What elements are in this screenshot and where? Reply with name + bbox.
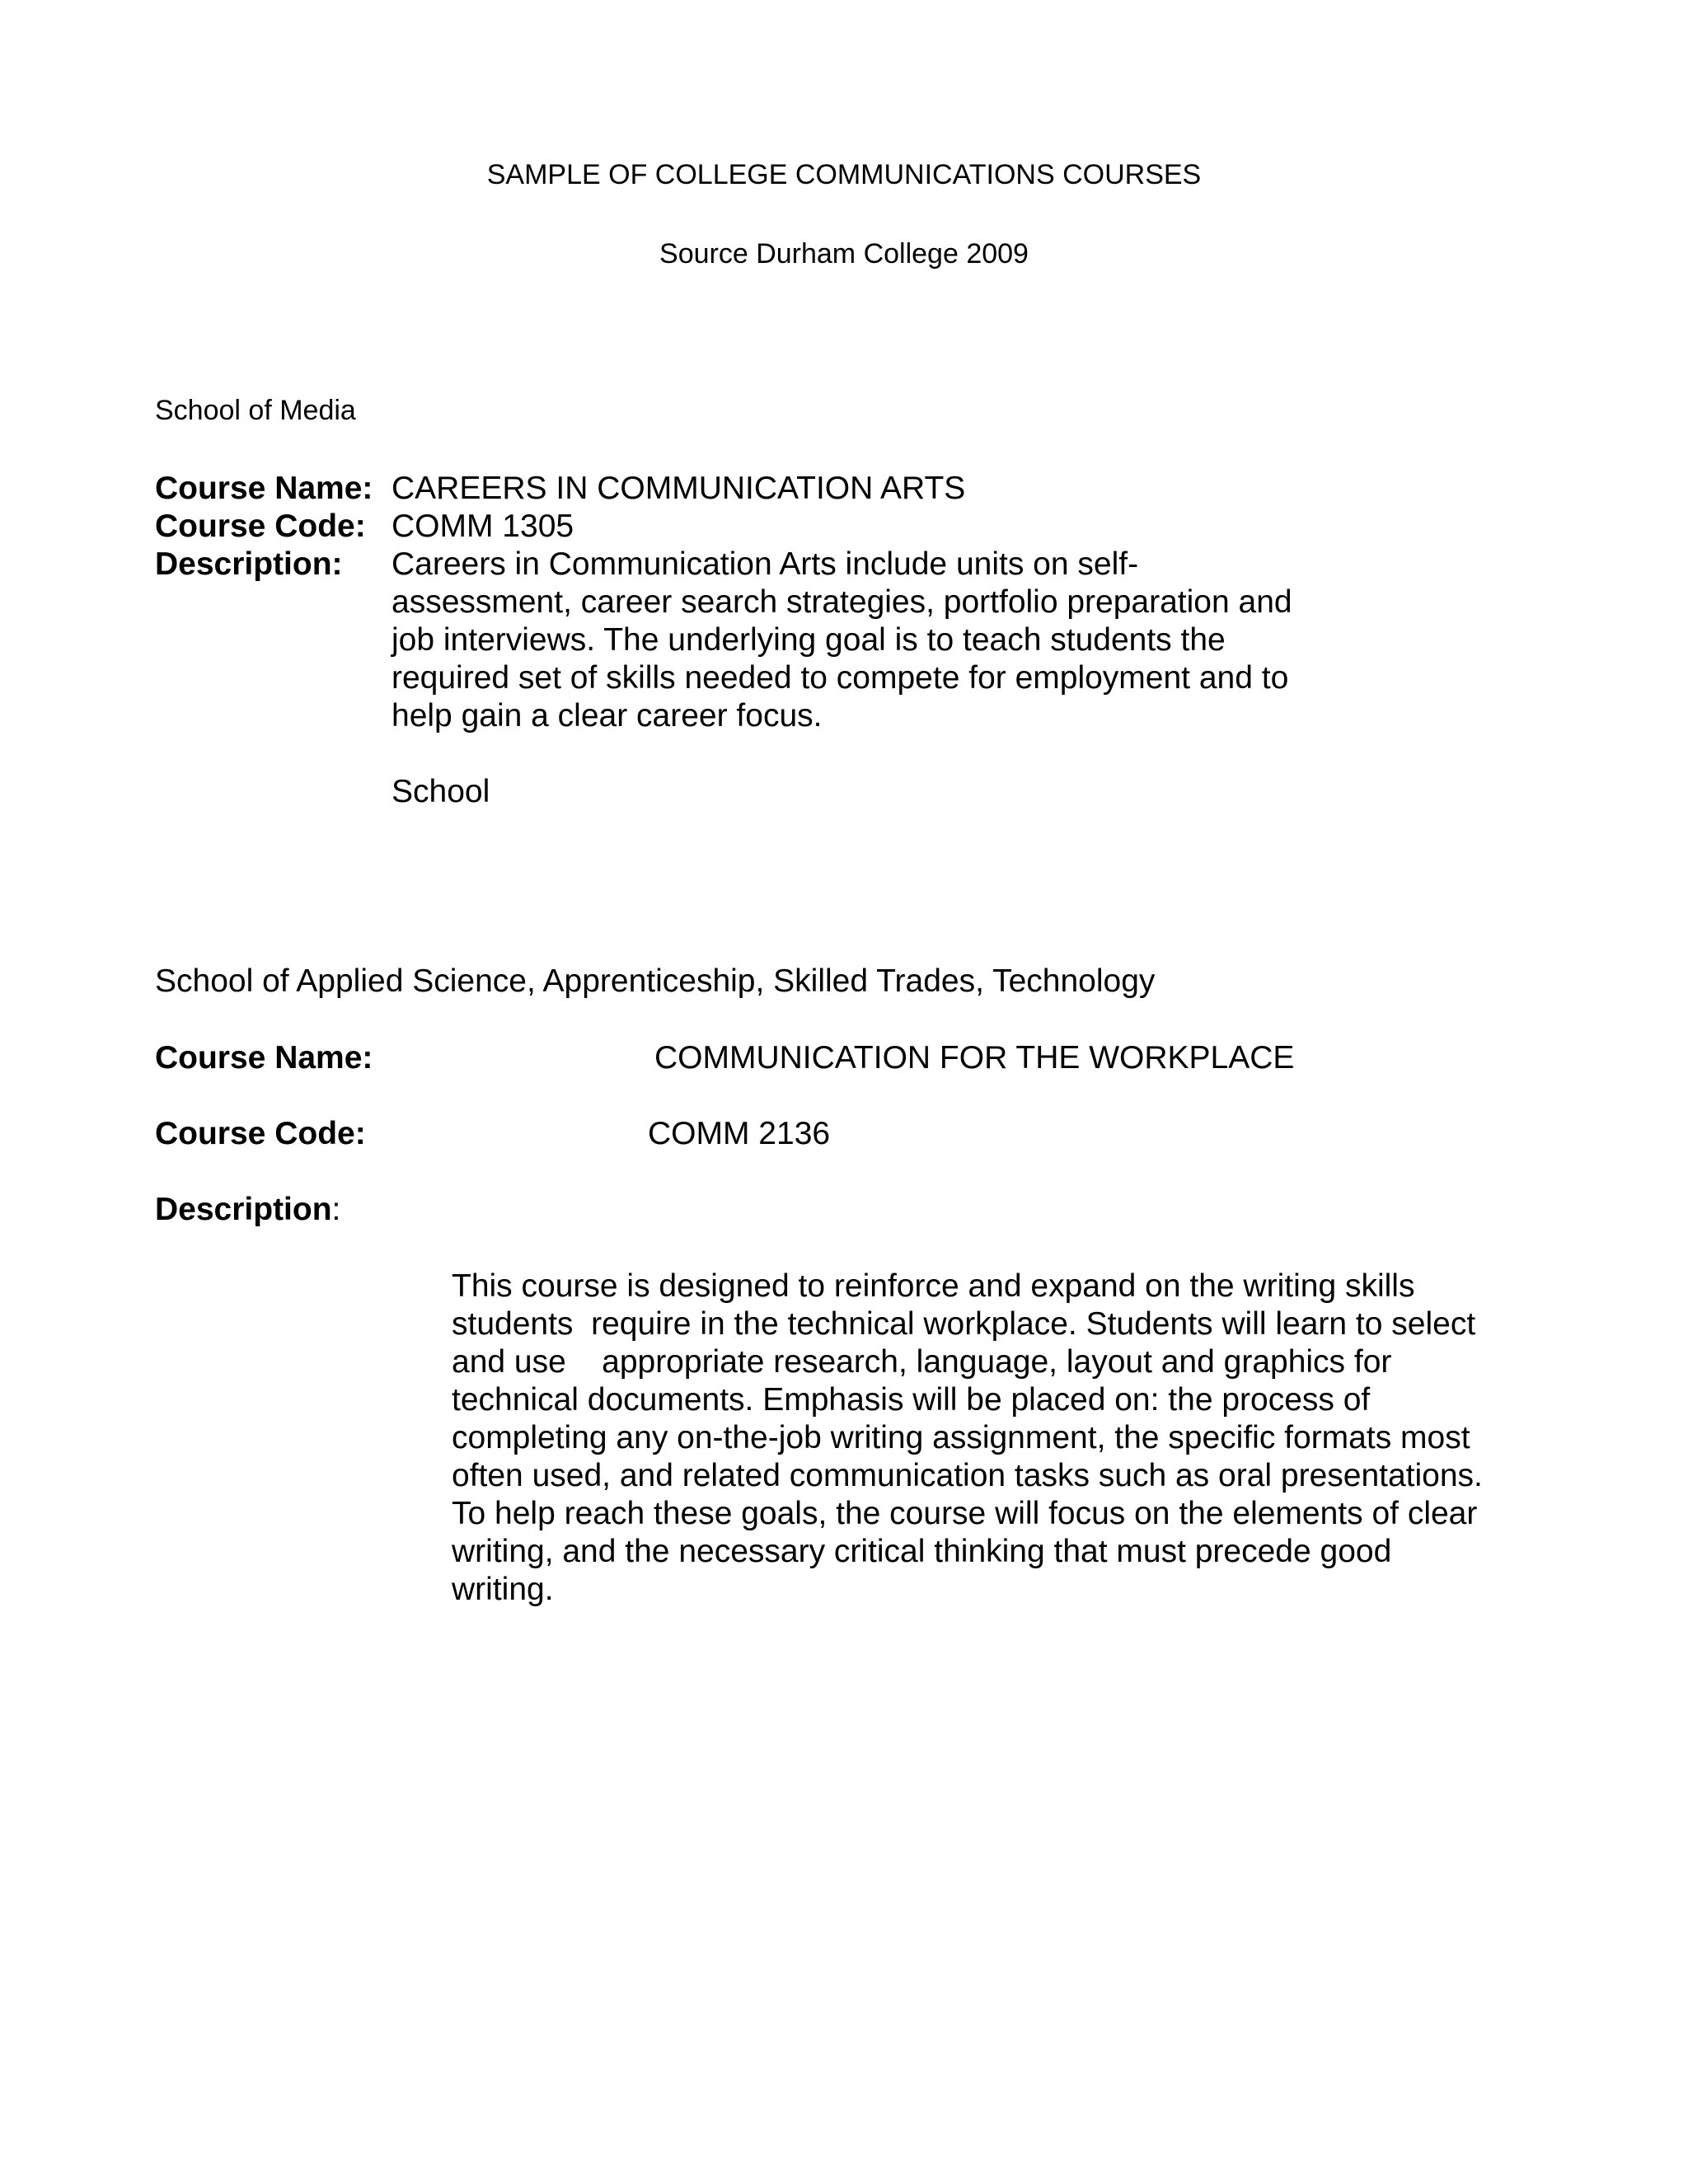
description-label	[155, 1191, 340, 1229]
school-heading-media: School of Media	[155, 395, 356, 426]
document-title: SAMPLE OF COLLEGE COMMUNICATIONS COURSES	[486, 159, 1202, 190]
course-code-value: COMM 1305	[392, 509, 574, 544]
description-line: Careers in Communication Arts include units on self-	[392, 546, 1139, 582]
course-description	[392, 546, 1292, 735]
description-line: required set of skills needed to compete for employment and to	[392, 660, 1289, 696]
description-label-text: Description	[155, 1192, 332, 1227]
description-line: and use appropriate research, language, layout and graphics for	[452, 1344, 1392, 1380]
description-label-colon: :	[331, 1192, 341, 1227]
description-line: completing any on-the-job writing assignment, the specific formats most	[452, 1420, 1470, 1455]
trailing-school-text: School	[392, 774, 490, 809]
school-heading-applied-science: School of Applied Science, Apprenticeship, Skilled Trades, Technology	[155, 963, 1156, 999]
description-line: This course is designed to reinforce and expand on the writing skills	[452, 1268, 1415, 1304]
course-name-label: Course Name:	[155, 471, 373, 506]
description-label: Description:	[155, 546, 343, 582]
description-line: job interviews. The underlying goal is to teach students the	[392, 622, 1226, 658]
description-line: help gain a clear career focus.	[392, 698, 823, 733]
source-line: Source Durham College 2009	[659, 238, 1029, 269]
course-code-value: COMM 2136	[648, 1116, 831, 1151]
course-description	[452, 1268, 1483, 1609]
course-name-value: CAREERS IN COMMUNICATION ARTS	[392, 471, 966, 506]
description-line: assessment, career search strategies, portfolio preparation and	[392, 584, 1292, 620]
description-line: writing.	[452, 1572, 554, 1607]
course-code-label: Course Code:	[155, 1116, 366, 1151]
description-line: students require in the technical workplace. Students will learn to select	[452, 1306, 1476, 1342]
description-line: To help reach these goals, the course will focus on the elements of clear	[452, 1496, 1478, 1531]
course-code-label: Course Code:	[155, 509, 366, 544]
description-line: writing, and the necessary critical thinking that must precede good	[452, 1534, 1392, 1569]
course-name-value: COMMUNICATION FOR THE WORKPLACE	[654, 1040, 1295, 1076]
description-line: often used, and related communication tasks such as oral presentations.	[452, 1458, 1483, 1493]
course-name-label: Course Name:	[155, 1040, 373, 1076]
description-line: technical documents. Emphasis will be placed on: the process of	[452, 1382, 1371, 1418]
